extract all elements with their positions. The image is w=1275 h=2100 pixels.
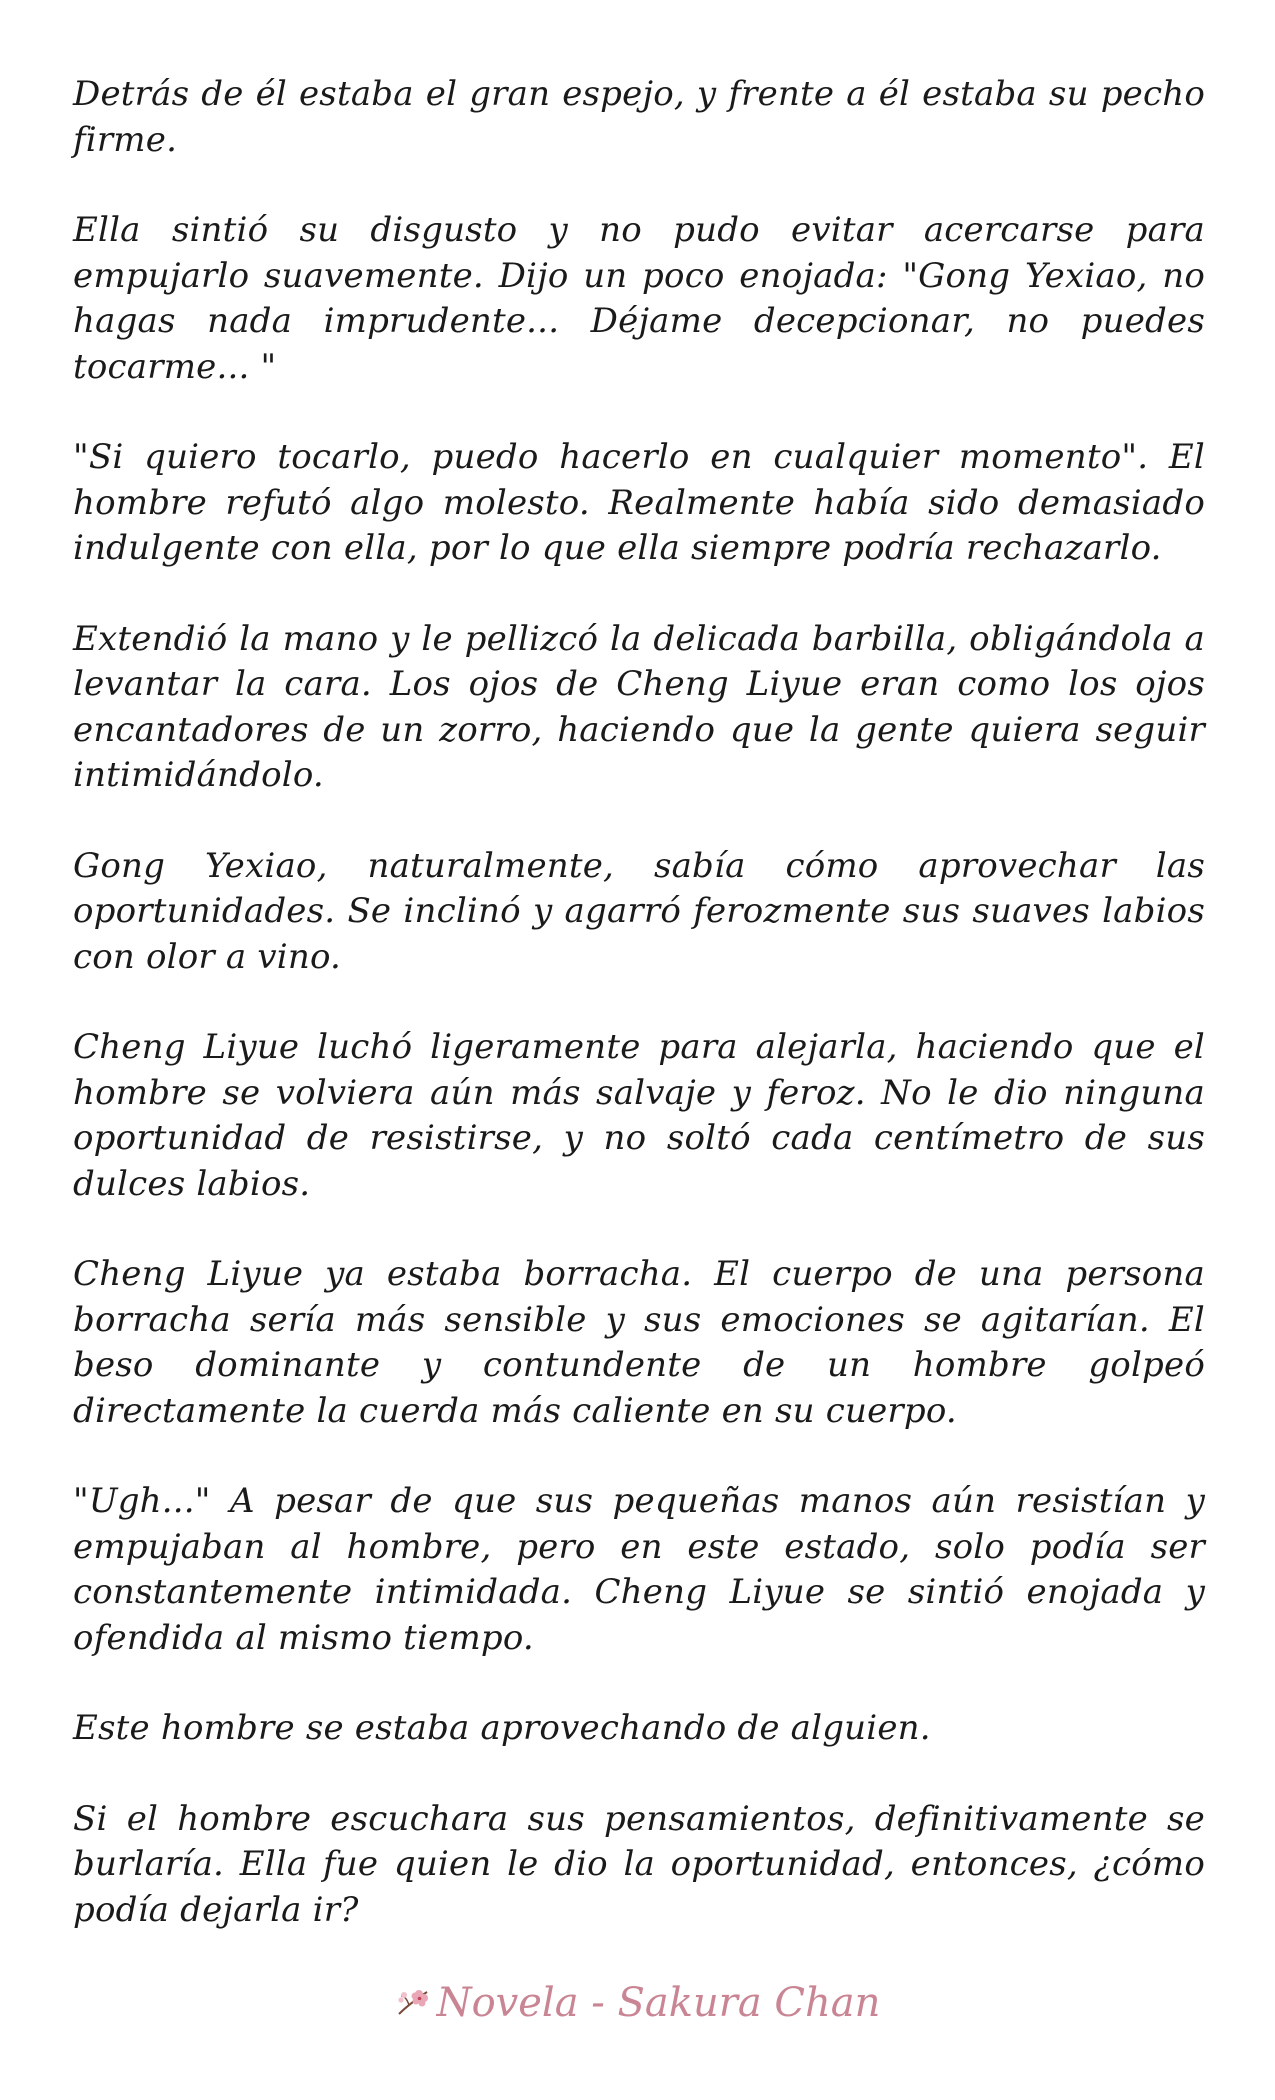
sakura-flower-icon — [395, 1982, 431, 2018]
document-body — [73, 72, 1205, 1978]
paragraph-9: Este hombre se estaba aprovechando de alguien. — [73, 1708, 931, 1748]
watermark-text: Novela - Sakura Chan — [436, 1980, 881, 2026]
paragraph-7: Cheng Liyue ya estaba borracha. El cuerpo de una persona borracha sería más sensible y sus emociones se agitarían. El beso dominante y contundente de un hombre golpeó directamente la cuerda más caliente en su cuerpo. — [73, 1254, 1205, 1431]
paragraph-3: "Si quiero tocarlo, puedo hacerlo en cualquier momento". El hombre refutó algo molesto. Realmente había sido demasiado indulgente con ella, por lo que ella siempre podría rechazarlo. — [73, 437, 1205, 568]
paragraph-6: Cheng Liyue luchó ligeramente para alejarla, haciendo que el hombre se volviera aún más salvaje y feroz. No le dio ninguna oportunidad de resistirse, y no soltó cada centímetro de sus dulces labios. — [73, 1027, 1205, 1204]
paragraph-4: Extendió la mano y le pellizcó la delicada barbilla, obligándola a levantar la cara. Los ojos de Cheng Liyue eran como los ojos encantadores de un zorro, haciendo que la gente quiera seguir intimidándolo. — [73, 618, 1205, 795]
paragraph-8: "Ugh..." A pesar de que sus pequeñas manos aún resistían y empujaban al hombre, pero en este estado, solo podía ser constantemente intimidada. Cheng Liyue se sintió enojada y ofendida al mismo tiempo. — [73, 1481, 1205, 1658]
paragraph-10: Si el hombre escuchara sus pensamientos, definitivamente se burlaría. Ella fue quien le dio la oportunidad, entonces, ¿cómo podía dejarla ir? — [73, 1798, 1205, 1930]
paragraph-5: Gong Yexiao, naturalmente, sabía cómo aprovechar las oportunidades. Se inclinó y agarró ferozmente sus suaves labios con olor a vino. — [73, 845, 1205, 977]
watermark — [0, 1978, 1275, 2028]
paragraph-2: Ella sintió su disgusto y no pudo evitar acercarse para empujarlo suavemente. Dijo un poco enojada: "Gong Yexiao, no hagas nada imprudente... Déjame decepcionar, no puedes tocarme... " — [73, 210, 1205, 387]
paragraph-1: Detrás de él estaba el gran espejo, y frente a él estaba su pecho firme. — [73, 74, 1205, 160]
